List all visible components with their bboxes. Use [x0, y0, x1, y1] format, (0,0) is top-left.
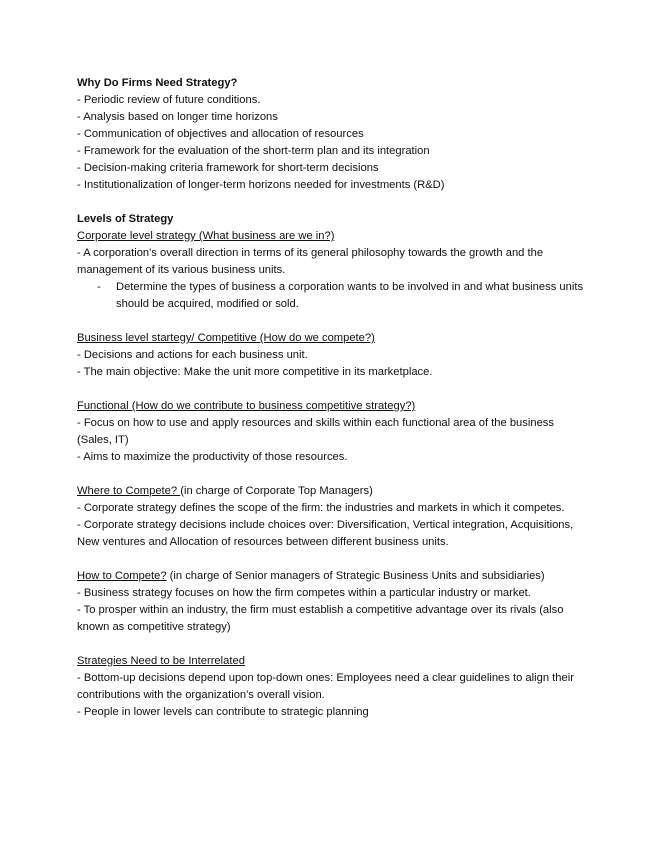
subheading-interrelated: Strategies Need to be Interrelated [77, 655, 245, 667]
nested-item-text: Determine the types of business a corporation wants to be involved in and what business units should be acquired, modified or sold. [116, 281, 584, 310]
document-page [77, 75, 587, 721]
subheading-how-title: How to Compete? [77, 570, 167, 582]
subheading-corporate-level: Corporate level strategy (What business are we in?) [77, 230, 335, 242]
list-item: - People in lower levels can contribute to strategic planning [77, 706, 369, 718]
list-item: - Analysis based on longer time horizons [77, 111, 278, 123]
list-item: - Corporate strategy defines the scope of the firm: the industries and markets in which it competes. [77, 502, 565, 514]
subheading-business-level: Business level startegy/ Competitive (How do we compete?) [77, 332, 375, 344]
list-item: - Bottom-up decisions depend upon top-down ones: Employees need a clear guidelines to align their contributions with the organization's overall vision. [77, 672, 574, 701]
list-item: - Institutionalization of longer-term horizons needed for investments (R&D) [77, 179, 445, 191]
list-item: - The main objective: Make the unit more competitive in its marketplace. [77, 366, 433, 378]
list-item: - To prosper within an industry, the firm must establish a competitive advantage over its rivals (also known as competitive strategy) [77, 604, 564, 633]
list-item: - Decisions and actions for each business unit. [77, 349, 308, 361]
list-item: - Framework for the evaluation of the short-term plan and its integration [77, 145, 430, 157]
list-item: - Communication of objectives and allocation of resources [77, 128, 364, 140]
subheading-functional: Functional (How do we contribute to business competitive strategy?) [77, 400, 416, 412]
list-item: - Focus on how to use and apply resources and skills within each functional area of the business (Sales, IT) [77, 417, 554, 446]
nested-list-item [77, 279, 587, 313]
subheading-how-note: (in charge of Senior managers of Strategic Business Units and subsidiaries) [166, 570, 545, 582]
list-item: - Aims to maximize the productivity of those resources. [77, 451, 348, 463]
subheading-where-to-compete [77, 483, 587, 500]
section-heading-why-strategy: Why Do Firms Need Strategy? [77, 77, 238, 89]
nested-bullet-dash: - [97, 281, 101, 293]
list-item: - Business strategy focuses on how the firm competes within a particular industry or market. [77, 587, 531, 599]
subheading-where-note: (in charge of Corporate Top Managers) [180, 485, 373, 497]
subheading-where-title: Where to Compete? [77, 485, 181, 497]
paragraph-corporate: - A corporation's overall direction in terms of its general philosophy towards the growth and the management of its various business units. [77, 247, 544, 276]
list-item: - Periodic review of future conditions. [77, 94, 261, 106]
list-item: - Corporate strategy decisions include choices over: Diversification, Vertical integration, Acquisitions, New ventures and Allocation of resources between different business units. [77, 519, 574, 548]
list-item: - Decision-making criteria framework for short-term decisions [77, 162, 379, 174]
section-heading-levels: Levels of Strategy [77, 213, 174, 225]
subheading-how-to-compete [77, 568, 587, 585]
